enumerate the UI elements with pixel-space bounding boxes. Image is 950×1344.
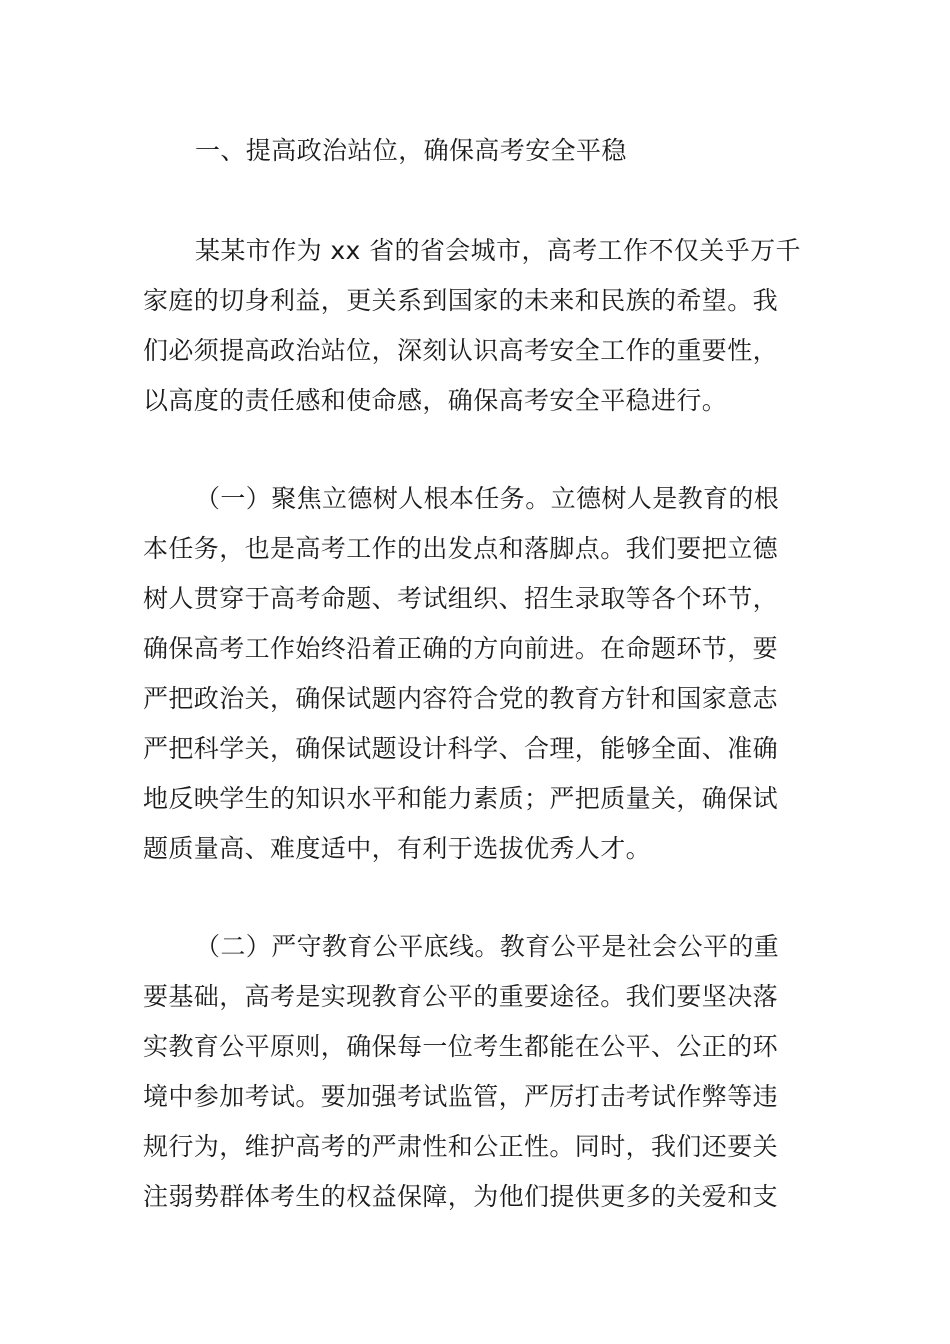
paragraph-3-line-4: 境中参加考试。要加强考试监管，严厉打击考试作弊等违 <box>143 1082 779 1111</box>
paragraph-1-line-4: 以高度的责任感和使命感，确保高考安全平稳进行。 <box>143 386 728 415</box>
paragraph-2-line-1: （一）聚焦立德树人根本任务。立德树人是教育的根 <box>195 484 780 513</box>
paragraph-3-line-1: （二）严守教育公平底线。教育公平是社会公平的重 <box>195 932 780 961</box>
section-heading: 一、提高政治站位，确保高考安全平稳 <box>195 136 627 165</box>
paragraph-2-line-3: 树人贯穿于高考命题、考试组织、招生录取等各个环节， <box>143 584 779 613</box>
paragraph-2-line-5: 严把政治关，确保试题内容符合党的教育方针和国家意志 <box>143 684 779 713</box>
paragraph-2-line-7: 地反映学生的知识水平和能力素质；严把质量关，确保试 <box>143 784 779 813</box>
paragraph-1-line-3: 们必须提高政治站位，深刻认识高考安全工作的重要性， <box>143 336 779 365</box>
paragraph-1-line-2: 家庭的切身利益，更关系到国家的未来和民族的希望。我 <box>143 286 779 315</box>
paragraph-2-line-2: 本任务，也是高考工作的出发点和落脚点。我们要把立德 <box>143 534 779 563</box>
paragraph-2-line-4: 确保高考工作始终沿着正确的方向前进。在命题环节，要 <box>143 634 779 663</box>
paragraph-3-line-5: 规行为，维护高考的严肃性和公正性。同时，我们还要关 <box>143 1132 779 1161</box>
paragraph-3-line-3: 实教育公平原则，确保每一位考生都能在公平、公正的环 <box>143 1032 779 1061</box>
paragraph-3-line-2: 要基础，高考是实现教育公平的重要途径。我们要坚决落 <box>143 982 779 1011</box>
paragraph-3-line-6: 注弱势群体考生的权益保障，为他们提供更多的关爱和支 <box>143 1182 779 1211</box>
paragraph-2-line-6: 严把科学关，确保试题设计科学、合理，能够全面、准确 <box>143 734 779 763</box>
paragraph-2-line-8: 题质量高、难度适中，有利于选拔优秀人才。 <box>143 834 652 863</box>
paragraph-1-line-1: 某某市作为 xx 省的省会城市，高考工作不仅关乎万千 <box>195 236 801 265</box>
